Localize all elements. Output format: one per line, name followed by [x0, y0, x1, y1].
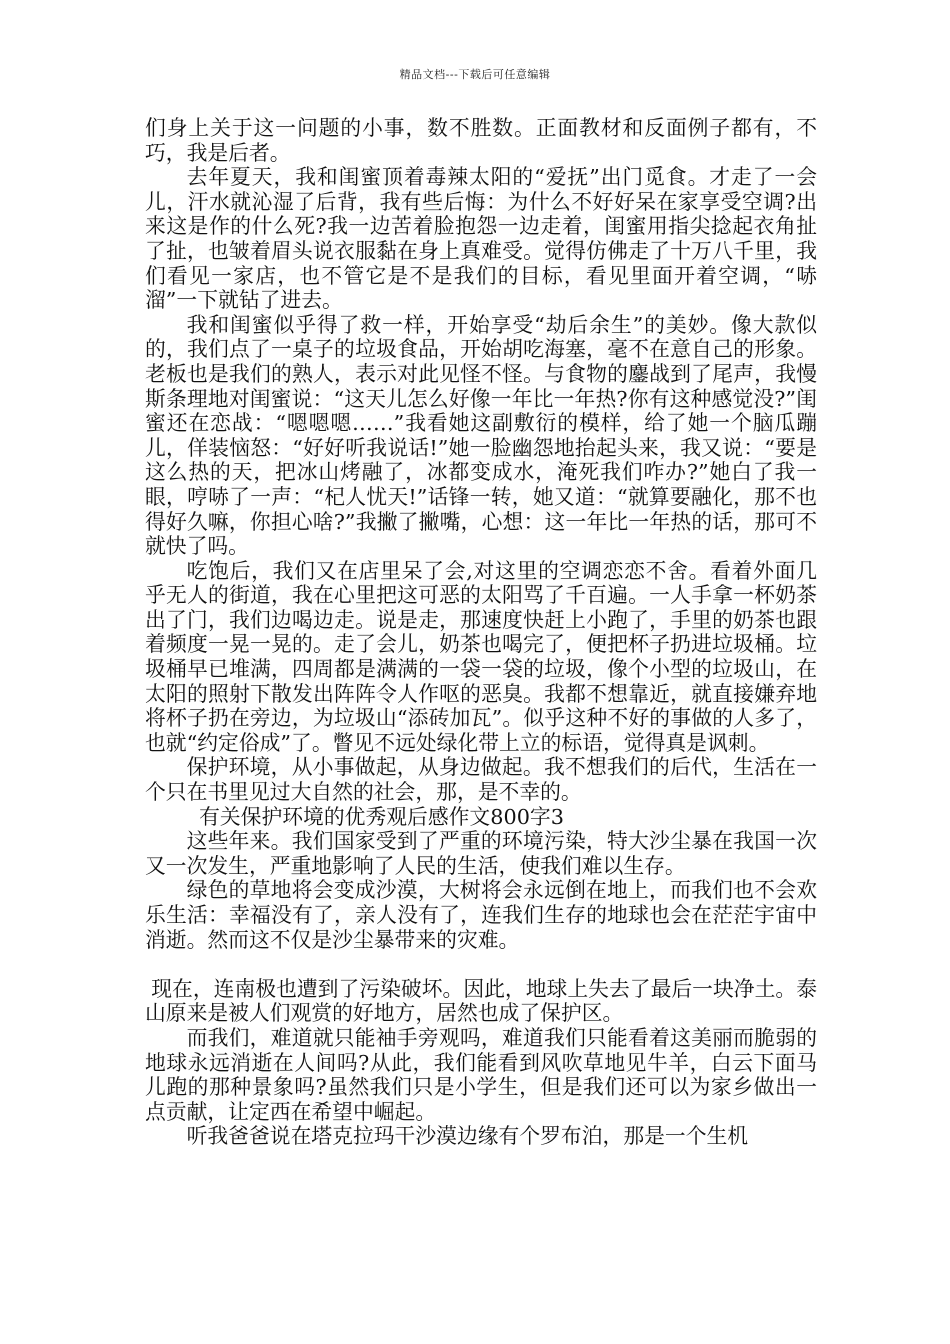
- paragraph: 而我们，难道就只能袖手旁观吗，难道我们只能看着这美丽而脆弱的地球永远消逝在人间吗?从此，我们能看到风吹草地见牛羊，白云下面马儿跑的那种景象吗?虽然我们只是小学生，但是我们还可以为家乡做出一点贡献，让定西在希望中崛起。: [145, 1025, 817, 1124]
- section-heading: 有关保护环境的优秀观后感作文800字3: [199, 804, 564, 829]
- article-body: [145, 116, 817, 1149]
- paragraph: 吃饱后，我们又在店里呆了会,对这里的空调恋恋不舍。看着外面几乎无人的街道，我在心里把这可恶的太阳骂了千百遍。一人手拿一杯奶茶出了门，我们边喝边走。说是走，那速度快赶上小跑了，手里的奶茶也跟着频度一晃一晃的。走了会儿，奶茶也喝完了，便把杯子扔进垃圾桶。垃圾桶早已堆满，四周都是满满的一袋一袋的垃圾，像个小型的垃圾山，在太阳的照射下散发出阵阵令人作呕的恶臭。我都不想靠近，就直接嫌弃地将杯子扔在旁边，为垃圾山“添砖加瓦”。似乎这种不好的事做的人多了，也就“约定俗成”了。瞥见不远处绿化带上立的标语，觉得真是讽刺。: [145, 558, 817, 755]
- paragraph: 这些年来。我们国家受到了严重的环境污染，特大沙尘暴在我国一次又一次发生，严重地影响了人民的生活，使我们难以生存。: [145, 829, 817, 878]
- paragraph: 听我爸爸说在塔克拉玛干沙漠边缘有个罗布泊，那是一个生机: [186, 1124, 749, 1149]
- paragraph: 现在，连南极也遭到了污染破坏。因此，地球上失去了最后一块净土。泰山原来是被人们观赏的好地方，居然也成了保护区。: [145, 976, 817, 1026]
- paragraph: 们身上关于这一问题的小事，数不胜数。正面教材和反面例子都有，不巧，我是后者。: [145, 116, 817, 165]
- paragraph: 绿色的草地将会变成沙漠，大树将会永远倒在地上，而我们也不会欢乐生活：幸福没有了，亲人没有了，连我们生存的地球也会在茫茫宇宙中消逝。然而这不仅是沙尘暴带来的灾难。: [145, 878, 817, 952]
- paragraph: 去年夏天，我和闺蜜顶着毒辣太阳的“爱抚”出门觅食。才走了一会儿，汗水就沁湿了后背，我有些后悔：为什么不好好呆在家享受空调?出来这是作的什么死?我一边苦着脸抱怨一边走着，闺蜜用指尖捻起衣角扯了扯，也皱着眉头说衣服黏在身上真难受。觉得仿佛走了十万八千里，我们看见一家店，也不管它是不是我们的目标，看见里面开着空调，“哧溜”一下就钻了进去。: [145, 165, 817, 313]
- blank-line: [145, 952, 817, 977]
- paragraph: 保护环境，从小事做起，从身边做起。我不想我们的后代，生活在一个只在书里见过大自然的社会，那，是不幸的。: [145, 755, 817, 805]
- paragraph: 我和闺蜜似乎得了救一样，开始享受“劫后余生”的美妙。像大款似的，我们点了一桌子的垃圾食品，开始胡吃海塞，毫不在意自己的形象。老板也是我们的熟人，表示对此见怪不怪。与食物的鏖战到了尾声，我慢斯条理地对闺蜜说：“这天儿怎么好像一年比一年热?你有这种感觉没?”闺蜜还在恋战：“嗯嗯嗯……”我看她这副敷衍的模样，给了她一个脑瓜蹦儿，佯装恼怒：“好好听我说话!”她一脸幽怨地抬起头来，我又说：“要是这么热的天，把冰山烤融了，冰都变成水，淹死我们咋办?”她白了我一眼，哼哧了一声：“杞人忧天!”话锋一转，她又道：“就算要融化，那不也得好久嘛，你担心啥?”我撇了撇嘴，心想：这一年比一年热的话，那可不就快了吗。: [145, 312, 817, 559]
- page-header: 精品文档---下载后可任意编辑: [399, 68, 551, 81]
